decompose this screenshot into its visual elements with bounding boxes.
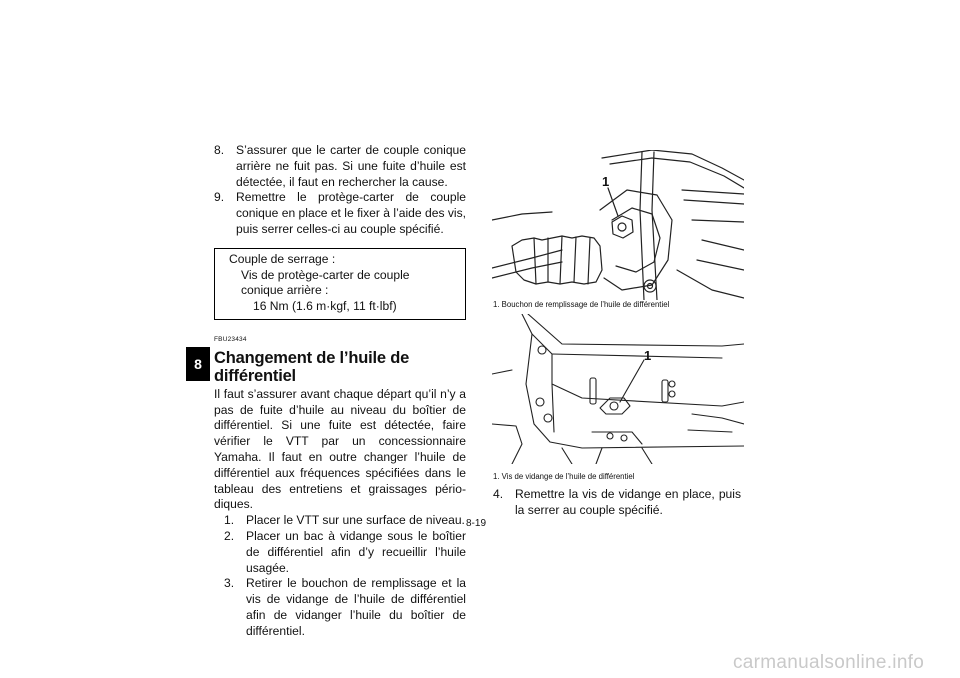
step-text: Retirer le bouchon de remplissage et la vis de vidange de l’huile de différentiel afin de vidanger l’huile du boîtier de différentiel.: [246, 576, 466, 638]
watermark[interactable]: carmanualsonline.info: [733, 652, 925, 673]
filler-plug-illustration: [492, 150, 744, 300]
page-number: 8-19: [466, 518, 487, 529]
figure1-caption: 1. Bouchon de remplissage de l’huile de différentiel: [493, 300, 670, 309]
figure2-callout: 1: [644, 348, 652, 363]
step-8: [214, 143, 466, 190]
step-9: [214, 190, 466, 237]
step-text: Remettre la vis de vidange en place, puis la serrer au couple spécifié.: [515, 487, 741, 517]
step-2: [214, 529, 466, 576]
step-3: [214, 576, 466, 639]
step-number: 1.: [224, 513, 235, 528]
step-text: Placer le VTT sur une surface de niveau.: [246, 513, 465, 528]
step-1: [214, 513, 466, 529]
figure1-callout: 1: [602, 174, 610, 189]
torque-item: Vis de protège-carter de couple conique arrière :: [241, 267, 410, 298]
step-number: 2.: [224, 528, 235, 543]
step-number: 9.: [214, 190, 225, 205]
drain-bolt-illustration: [492, 314, 744, 464]
step-number: 8.: [214, 143, 225, 157]
torque-spec-box: [214, 248, 466, 320]
step-text: Placer un bac à vidange sous le boîtier de différentiel afin d’y recueillir l’huile usagée.: [246, 528, 466, 575]
steps-top: [214, 143, 466, 238]
step-text: S’assurer que le carter de couple conique arrière ne fuit pas. Si une fuite d’huile est détectée, il faut en rechercher la cause.: [236, 143, 466, 189]
figure2-caption: 1. Vis de vidange de l’huile de différentiel: [493, 472, 635, 481]
section-title: Changement de l’huile de différentiel: [214, 348, 410, 385]
section-code: FBU23434: [214, 335, 247, 343]
torque-value: 16 Nm (1.6 m·kgf, 11 ft·lbf): [253, 299, 397, 314]
step-text: Remettre le protège-carter de couple conique en place et le fixer à l’aide des vis, puis serrer celles-ci au couple spécifié.: [236, 190, 466, 236]
step-4: [493, 487, 741, 519]
right-column-step: [493, 487, 741, 519]
step-number: 4.: [493, 487, 504, 501]
section-intro: Il faut s’assurer avant chaque départ qu’il n’y a pas de fuite d’huile au niveau du boîtier de différentiel. Si une fuite est détectée, faire vérifier le VTT par un concessionnaire Yamaha. Il faut en outre changer l’huile de différentiel aux fréquences spécifiées dans le tableau des entretiens et graissages périodiques.: [214, 386, 466, 512]
torque-label: Couple de serrage :: [229, 251, 336, 266]
step-number: 3.: [224, 576, 235, 591]
left-column: [214, 143, 466, 640]
steps-section: [214, 513, 466, 639]
chapter-tab: 8: [186, 347, 210, 381]
